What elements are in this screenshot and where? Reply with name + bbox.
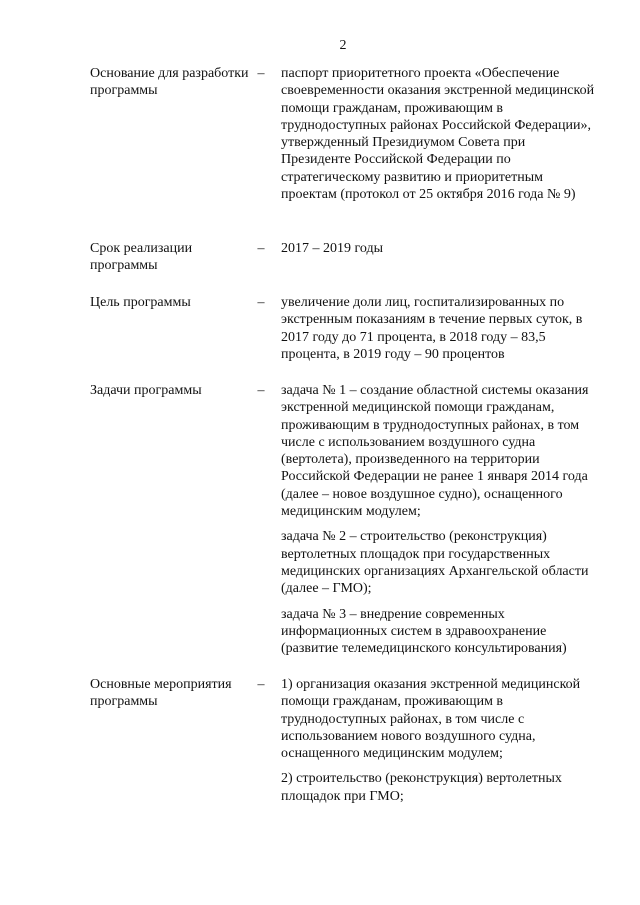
row-paragraph: 2017 – 2019 годы: [281, 241, 384, 256]
row-value: [281, 676, 596, 805]
row-paragraph: 2) строительство (реконструкция) вертолетных площадок при ГМО;: [281, 771, 562, 804]
row-value: [281, 382, 596, 657]
row-value: [281, 240, 596, 257]
row-dash: –: [257, 383, 265, 398]
row-label: Задачи программы: [90, 383, 202, 398]
page-number: 2: [339, 38, 347, 53]
row-value: [281, 294, 596, 363]
row-dash: –: [257, 241, 265, 256]
row-label: Основные мероприятия программы: [90, 677, 232, 710]
row-dash: –: [257, 295, 265, 310]
row-paragraph: задача № 2 – строительство (реконструкция) вертолетных площадок при государственных медицинских организациях Архангельской области (далее – ГМО);: [281, 529, 589, 597]
row-paragraph: 1) организация оказания экстренной медицинской помощи гражданам, проживающим в труднодоступных районах, в том числе с использованием нового воздушного судна, оснащенного медицинским модулем;: [281, 677, 581, 762]
row-label: Срок реализации программы: [90, 241, 193, 274]
row-paragraph: задача № 3 – внедрение современных информационных систем в здравоохранение (развитие телемедицинского консультирования): [281, 606, 567, 657]
row-paragraph: паспорт приоритетного проекта «Обеспечение своевременности оказания экстренной медицинской помощи гражданам, проживающим в труднодоступных районах Российской Федерации», утвержденный Президиумом Совета при Президенте Российской Федерации по стратегическому развитию и приоритетным проектам (протокол от 25 октября 2016 года № 9): [281, 66, 595, 203]
row-paragraph: задача № 1 – создание областной системы оказания экстренной медицинской помощи гражданам, проживающим в труднодоступных районах, в том числе с использованием воздушного судна (вертолета), произведенного на территории Российской Федерации не ранее 1 января 2014 года (далее – новое воздушное судно), оснащенного медицинским модулем;: [281, 383, 589, 520]
row-dash: –: [257, 66, 265, 81]
row-value: [281, 65, 596, 203]
row-label: Основание для разработки программы: [90, 66, 249, 99]
row-dash: –: [257, 677, 265, 692]
row-label: Цель программы: [90, 295, 191, 310]
row-paragraph: увеличение доли лиц, госпитализированных по экстренным показаниям в течение первых суток, в 2017 году до 71 процента, в 2018 году – 83,5 процента, в 2019 году – 90 процентов: [281, 295, 583, 362]
